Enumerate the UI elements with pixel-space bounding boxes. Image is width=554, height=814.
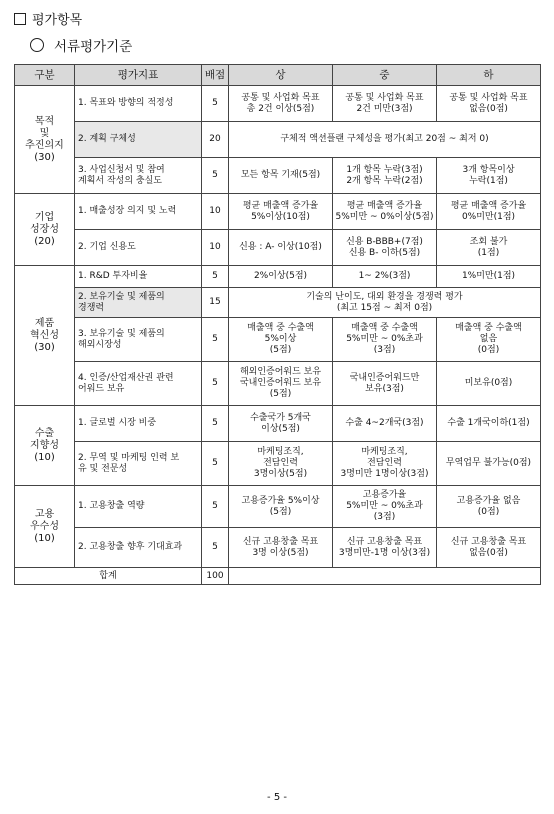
table-row xyxy=(15,194,541,230)
header-score: 배점 xyxy=(202,65,229,86)
table-row xyxy=(15,86,541,122)
table-header-row xyxy=(15,65,541,86)
score-cell: 10 xyxy=(202,194,229,230)
total-label: 합계 xyxy=(15,568,202,585)
table-row xyxy=(15,158,541,194)
mid-cell: 1개 항목 누락(3점) 2개 항목 누락(2점) xyxy=(333,158,437,194)
score-cell: 20 xyxy=(202,122,229,158)
category-cell: 기업 성장성 (20) xyxy=(15,194,75,266)
mid-cell: 공통 및 사업화 목표 2건 미만(3점) xyxy=(333,86,437,122)
high-cell: 모든 항목 기재(5점) xyxy=(229,158,333,194)
indicator-cell: 1. 목표와 방향의 적정성 xyxy=(75,86,202,122)
high-cell: 고용증가율 5%이상 (5점) xyxy=(229,486,333,528)
table-row xyxy=(15,406,541,442)
mid-cell: 고용증가율 5%미만 ~ 0%초과 (3점) xyxy=(333,486,437,528)
score-cell: 5 xyxy=(202,318,229,362)
header-indicator: 평가지표 xyxy=(75,65,202,86)
indicator-cell: 3. 보유기술 및 제품의 해외시장성 xyxy=(75,318,202,362)
low-cell: 무역업무 불가능(0점) xyxy=(437,442,541,486)
mid-cell: 평균 매출액 증가율 5%미만 ~ 0%이상(5점) xyxy=(333,194,437,230)
score-cell: 15 xyxy=(202,288,229,318)
indicator-cell: 1. 매출성장 의지 및 노력 xyxy=(75,194,202,230)
indicator-cell: 2. 보유기술 및 제품의 경쟁력 xyxy=(75,288,202,318)
mid-cell: 국내인증어워드만 보유(3점) xyxy=(333,362,437,406)
indicator-cell: 1. 글로벌 시장 비중 xyxy=(75,406,202,442)
score-cell: 5 xyxy=(202,158,229,194)
mid-cell: 수출 4~2개국(3점) xyxy=(333,406,437,442)
low-cell: 매출액 중 수출액 없음 (0점) xyxy=(437,318,541,362)
table-row xyxy=(15,230,541,266)
high-cell: 2%이상(5점) xyxy=(229,266,333,288)
table-row xyxy=(15,362,541,406)
high-cell: 평균 매출액 증가율 5%이상(10점) xyxy=(229,194,333,230)
low-cell: 조회 불가 (1점) xyxy=(437,230,541,266)
low-cell: 공통 및 사업화 목표 없음(0점) xyxy=(437,86,541,122)
table-row xyxy=(15,288,541,318)
total-row xyxy=(15,568,541,585)
score-cell: 5 xyxy=(202,86,229,122)
section-heading xyxy=(14,9,82,28)
total-empty-cell xyxy=(229,568,541,585)
low-cell: 평균 매출액 증가율 0%미만(1점) xyxy=(437,194,541,230)
mid-cell: 1~ 2%(3점) xyxy=(333,266,437,288)
circle-bullet-icon xyxy=(30,38,44,52)
header-low: 하 xyxy=(437,65,541,86)
table-row xyxy=(15,442,541,486)
indicator-cell: 3. 사업신청서 및 참여 계획서 작성의 충실도 xyxy=(75,158,202,194)
low-cell: 3개 항목이상 누락(1점) xyxy=(437,158,541,194)
indicator-cell: 2. 계획 구체성 xyxy=(75,122,202,158)
indicator-cell: 2. 기업 신용도 xyxy=(75,230,202,266)
mid-cell: 신규 고용창출 목표 3명미만-1명 이상(3점) xyxy=(333,528,437,568)
mid-cell: 마케팅조직, 전담인력 3명미만 1명이상(3점) xyxy=(333,442,437,486)
table-row xyxy=(15,318,541,362)
checkbox-square-icon xyxy=(14,13,26,25)
high-cell: 매출액 중 수출액 5%이상 (5점) xyxy=(229,318,333,362)
category-cell: 제품 혁신성 (30) xyxy=(15,266,75,406)
merged-criteria-cell: 기술의 난이도, 대외 환경을 경쟁력 평가 (최고 15점 ~ 최저 0점) xyxy=(229,288,541,318)
header-high: 상 xyxy=(229,65,333,86)
header-category: 구분 xyxy=(15,65,75,86)
low-cell: 수출 1개국이하(1점) xyxy=(437,406,541,442)
score-cell: 5 xyxy=(202,362,229,406)
merged-criteria-cell: 구체적 액션플랜 구체성을 평가(최고 20점 ~ 최저 0) xyxy=(229,122,541,158)
score-cell: 5 xyxy=(202,486,229,528)
header-mid: 중 xyxy=(333,65,437,86)
total-score: 100 xyxy=(202,568,229,585)
high-cell: 해외인증어워드 보유 국내인증어워드 보유 (5점) xyxy=(229,362,333,406)
score-cell: 5 xyxy=(202,266,229,288)
score-cell: 10 xyxy=(202,230,229,266)
table-row xyxy=(15,266,541,288)
indicator-cell: 2. 고용창출 향후 기대효과 xyxy=(75,528,202,568)
low-cell: 신규 고용창출 목표 없음(0점) xyxy=(437,528,541,568)
indicator-cell: 4. 인증/산업재산권 관련 어워드 보유 xyxy=(75,362,202,406)
evaluation-criteria-table xyxy=(14,64,541,585)
low-cell: 고용증가율 없음 (0점) xyxy=(437,486,541,528)
high-cell: 신규 고용창출 목표 3명 이상(5점) xyxy=(229,528,333,568)
category-cell: 목적 및 추진의지 (30) xyxy=(15,86,75,194)
section-heading-text: 평가항목 xyxy=(32,13,83,28)
low-cell: 1%미만(1점) xyxy=(437,266,541,288)
score-cell: 5 xyxy=(202,406,229,442)
page-number: - 5 - xyxy=(267,792,287,803)
high-cell: 공통 및 사업화 목표 총 2건 이상(5점) xyxy=(229,86,333,122)
score-cell: 5 xyxy=(202,528,229,568)
indicator-cell: 2. 무역 및 마케팅 인력 보 유 및 전문성 xyxy=(75,442,202,486)
high-cell: 신용 : A- 이상(10점) xyxy=(229,230,333,266)
mid-cell: 매출액 중 수출액 5%미만 ~ 0%초과 (3점) xyxy=(333,318,437,362)
score-cell: 5 xyxy=(202,442,229,486)
indicator-cell: 1. R&D 투자비율 xyxy=(75,266,202,288)
mid-cell: 신용 B-BBB+(7점) 신용 B- 이하(5점) xyxy=(333,230,437,266)
high-cell: 마케팅조직, 전담인력 3명이상(5점) xyxy=(229,442,333,486)
high-cell: 수출국가 5개국 이상(5점) xyxy=(229,406,333,442)
indicator-cell: 1. 고용창출 역량 xyxy=(75,486,202,528)
table-row xyxy=(15,122,541,158)
subsection-heading xyxy=(30,35,132,55)
table-row xyxy=(15,486,541,528)
table-row xyxy=(15,528,541,568)
low-cell: 미보유(0점) xyxy=(437,362,541,406)
category-cell: 고용 우수성 (10) xyxy=(15,486,75,568)
subsection-heading-text: 서류평가기준 xyxy=(54,39,133,55)
category-cell: 수출 지향성 (10) xyxy=(15,406,75,486)
